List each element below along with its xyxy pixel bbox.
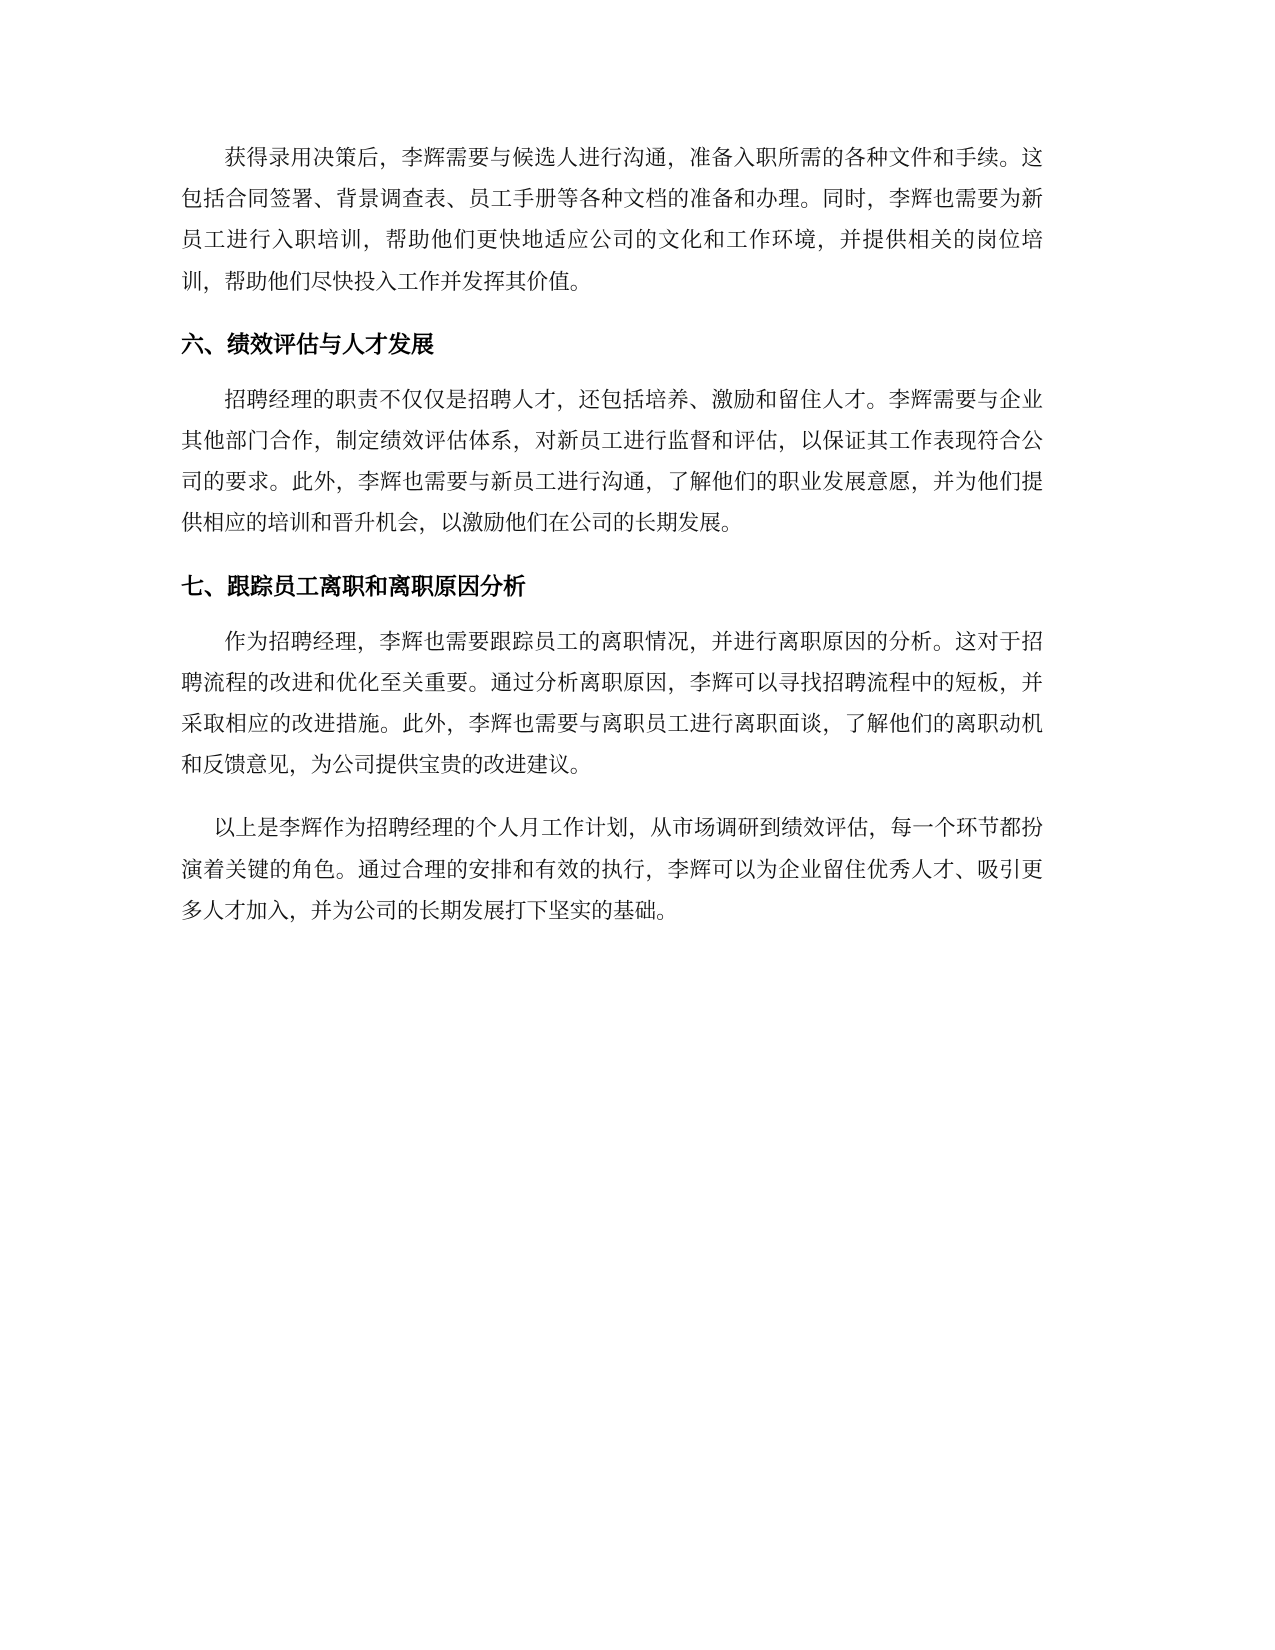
summary-paragraph: 以上是李辉作为招聘经理的个人月工作计划，从市场调研到绩效评估，每一个环节都扮演着关键的角色。通过合理的安排和有效的执行，李辉可以为企业留住优秀人才、吸引更多人才加入，并为公司的长期发展打下坚实的基础。 — [181, 816, 1043, 924]
section-7-heading: 七、跟踪员工离职和离职原因分析 — [181, 573, 526, 600]
section-7-paragraph: 作为招聘经理，李辉也需要跟踪员工的离职情况，并进行离职原因的分析。这对于招聘流程的改进和优化至关重要。通过分析离职原因，李辉可以寻找招聘流程中的短板，并采取相应的改进措施。此外，李辉也需要与离职员工进行离职面谈，了解他们的离职动机和反馈意见，为公司提供宝贵的改进建议。 — [181, 629, 1043, 779]
document-body — [181, 138, 1043, 932]
onboarding-paragraph: 获得录用决策后，李辉需要与候选人进行沟通，准备入职所需的各种文件和手续。这包括合同签署、背景调查表、员工手册等各种文档的准备和办理。同时，李辉也需要为新员工进行入职培训，帮助他们更快地适应公司的文化和工作环境，并提供相关的岗位培训，帮助他们尽快投入工作并发挥其价值。 — [181, 146, 1043, 295]
section-6-paragraph: 招聘经理的职责不仅仅是招聘人才，还包括培养、激励和留住人才。李辉需要与企业其他部门合作，制定绩效评估体系，对新员工进行监督和评估，以保证其工作表现符合公司的要求。此外，李辉也需要与新员工进行沟通，了解他们的职业发展意愿，并为他们提供相应的培训和晋升机会，以激励他们在公司的长期发展。 — [181, 387, 1043, 537]
section-6-heading: 六、绩效评估与人才发展 — [181, 331, 434, 358]
